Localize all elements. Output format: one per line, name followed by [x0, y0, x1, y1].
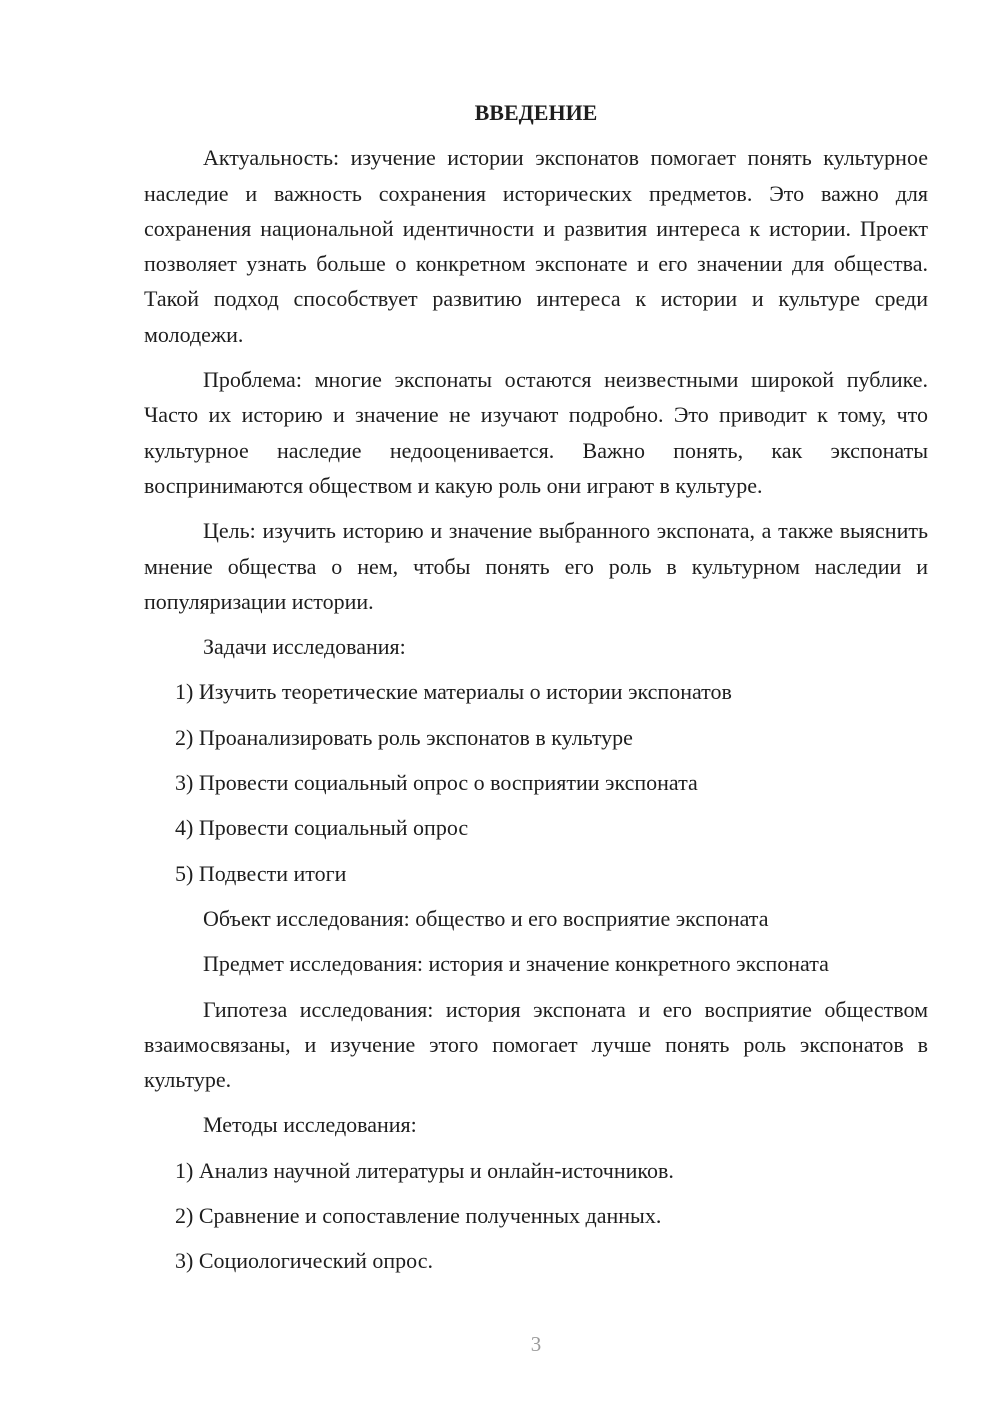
task-item: 4) Провести социальный опрос	[175, 815, 469, 841]
subject-line: Предмет исследования: история и значение конкретного экспоната	[203, 951, 829, 977]
task-item: 3) Провести социальный опрос о восприятии экспоната	[175, 770, 698, 796]
problem-paragraph: Проблема: многие экспонаты остаются неизвестными широкой публике. Часто их историю и значение не изучают подробно. Это приводит к тому, что культурное наследие недооценивается. Важно понять, как экспонаты воспринимаются обществом и какую роль они играют в культуре.	[144, 367, 928, 498]
methods-list	[144, 1153, 928, 1279]
method-item: 2) Сравнение и сопоставление полученных данных.	[175, 1203, 662, 1229]
goal-paragraph: Цель: изучить историю и значение выбранного экспоната, а также выяснить мнение общества о нем, чтобы понять его роль в культурном наследии и популяризации истории.	[144, 518, 928, 614]
relevance-paragraph: Актуальность: изучение истории экспонатов помогает понять культурное наследие и важность сохранения исторических предметов. Это важно для сохранения национальной идентичности и развития интереса к истории. Проект позволяет узнать больше о конкретном экспонате и его значении для общества. Такой подход способствует развитию интереса к истории и культуре среди молодежи.	[144, 145, 928, 347]
method-item: 3) Социологический опрос.	[175, 1248, 433, 1274]
page-content	[144, 95, 928, 1289]
tasks-list	[144, 674, 928, 890]
hypothesis-paragraph: Гипотеза исследования: история экспоната и его восприятие обществом взаимосвязаны, и изучение этого помогает лучше понять роль экспонатов в культуре.	[144, 996, 928, 1093]
page-number: 3	[530, 1332, 542, 1356]
task-item: 1) Изучить теоретические материалы о истории экспонатов	[175, 679, 732, 705]
object-line: Объект исследования: общество и его восприятие экспоната	[203, 905, 769, 931]
method-item: 1) Анализ научной литературы и онлайн-источников.	[175, 1157, 674, 1183]
task-item: 2) Проанализировать роль экспонатов в культуре	[175, 724, 633, 750]
methods-title: Методы исследования:	[203, 1112, 417, 1138]
task-item: 5) Подвести итоги	[175, 860, 347, 886]
section-heading: ВВЕДЕНИЕ	[474, 100, 598, 125]
tasks-title: Задачи исследования:	[203, 634, 406, 660]
